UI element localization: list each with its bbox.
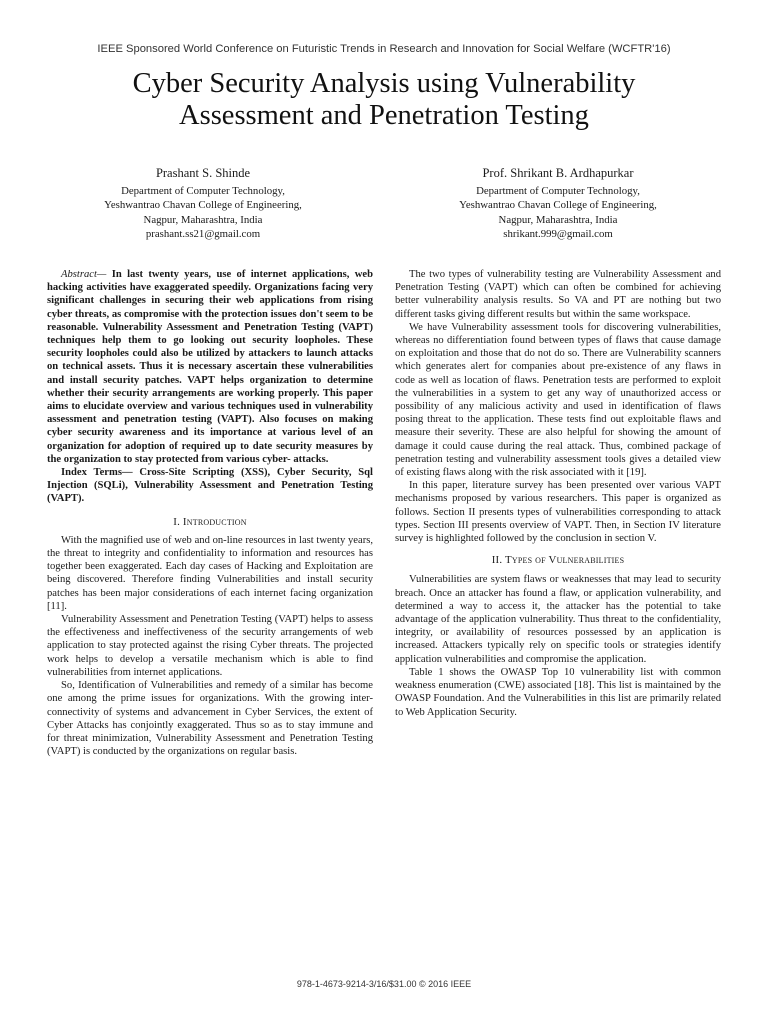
paper-title-line-1: Cyber Security Analysis using Vulnerability xyxy=(132,68,636,99)
abstract-label: Abstract— xyxy=(61,269,107,280)
author-city: Nagpur, Maharashtra, India xyxy=(498,213,618,226)
body-paragraph: In this paper, literature survey has been presented over various VAPT mechanisms proposed by various researchers. This paper is organized as follows. Section II presents types of vulnerabilities corresponding to attack types. Section III presents overview of VAPT. Then, in Section IV literature survey is highlighted followed by the conclusion in section V. xyxy=(395,480,721,545)
paper-title-line-2: Assessment and Penetration Testing xyxy=(179,100,589,131)
body-paragraph: So, Identification of Vulnerabilities and remedy of a similar has become one among the prime issues for organizations. With the growing inter-connectivity of systems and advancement in Cyber Services, the extent of Cyber Attacks has conjointly exaggerated. Thus so as to stay immune and for threat minimization, Vulnerability Assessment and Penetration Testing (VAPT) is conducted by the organizations on regular basis. xyxy=(47,680,373,758)
author-college: Yeshwantrao Chavan College of Engineering, xyxy=(459,199,657,212)
conference-header: IEEE Sponsored World Conference on Futuristic Trends in Research and Innovation for Social Welfare (WCFTR'16) xyxy=(97,43,671,55)
body-paragraph: Vulnerability Assessment and Penetration Testing (VAPT) helps to assess the effectiveness and ineffectiveness of the security arrangements of web application to stay protected against the rising Cyber threats. The projected work helps to develop a versatile mechanism which is able to find vulnerabilities from internet applications. xyxy=(47,614,373,678)
author-department: Department of Computer Technology, xyxy=(121,184,285,197)
author-block-2 xyxy=(408,166,708,242)
section-heading-types-of-vulnerabilities: II. Types of Vulnerabilities xyxy=(491,554,625,567)
author-name: Prashant S. Shinde xyxy=(155,166,251,180)
abstract xyxy=(47,268,373,466)
body-paragraph: The two types of vulnerability testing are Vulnerability Assessment and Penetration Testing (VAPT) which can often be combined for achieving better vulnerability analysis results. So VA and PT are nothing but two different tasks giving different results but within the same workspace. xyxy=(395,269,721,320)
copyright-footer: 978-1-4673-9214-3/16/$31.00 © 2016 IEEE xyxy=(296,979,472,989)
index-terms xyxy=(47,466,373,506)
right-column xyxy=(395,268,721,719)
author-email: shrikant.999@gmail.com xyxy=(503,228,613,241)
body-paragraph: With the magnified use of web and on-line resources in last twenty years, the threat to integrity and confidentiality to information and resources has together been exaggerated. Each day cases of Hacking and Exploitation are being discovered. Therefore finding Vulnerabilities and install security patches has been major considerations of each internet facing organization [11]. xyxy=(47,534,373,612)
body-paragraph: Table 1 shows the OWASP Top 10 vulnerability list with common weakness enumeration (CWE) associated [18]. This list is maintained by the OWASP Foundation. And the Vulnerabilities in this list are primarily related to Web Application Security. xyxy=(395,666,721,718)
abstract-text: In last twenty years, use of internet applications, web hacking activities have exaggerated speedily. Organizations facing very significant challenges in securing their web applications from rising cyber threats, as compromise with the protection issues don't seem to be reasonable. Vulnerability Assessment and Penetration Testing (VAPT) techniques help them to go looking out security loopholes. These security loopholes could also be utilized by attackers to launch attacks on technical assets. Thus it is necessary ascertain these vulnerabilities and install security patches. VAPT helps organization to determine whether their security arrangements are working properly. This paper aims to elucidate overview and various techniques used in vulnerability assessment and penetration testing (VAPT). Also focuses on making cyber security awareness and its importance at various level of an organization for adoption of required up to date security measures by the organization to stay protected from various cyber- attacks. xyxy=(47,269,373,465)
body-paragraph: We have Vulnerability assessment tools for discovering vulnerabilities, whereas no differentiation found between types of flaws that cause damage on exploitation and those that do not do so. There are Vulnerability scanners which generates alert for companies about pre-existence of any flaws in code as well as location of flaws. Penetration tests are performed to exploit the vulnerabilities in a system to get any way of unauthorized access or possibility of any malicious activity and used in identification of flaws posing threat to the application. These tests find out exploitable flaws and measure their severity. These are also helpful for showing the amount of damage it could cause during the real attack. Thus, combined package of penetration testing and vulnerability assessment tools gives a detailed view of existing flaws along with the risk associated with it [19]. xyxy=(395,321,721,479)
left-column xyxy=(47,268,373,758)
body-paragraph: Vulnerabilities are system flaws or weaknesses that may lead to security breach. Once an attacker has found a flaw, or application vulnerability, and determined a way to access it, the attacker has the potential to take advantage of the application vulnerability. Thus threat to the confidentiality, integrity, or availability of resources possessed by an application is increased. Attackers typically rely on specific tools or strategies identify application vulnerabilities and compromise the application. xyxy=(395,574,721,665)
author-college: Yeshwantrao Chavan College of Engineering, xyxy=(104,199,302,212)
paper-title xyxy=(40,68,728,132)
section-heading-introduction: I. Introduction xyxy=(173,515,247,528)
index-terms-text: Cross-Site Scripting (XSS), Cyber Security, Sql Injection (SQLi), Vulnerability Assessment and Penetration Testing (VAPT). xyxy=(47,467,373,505)
author-department: Department of Computer Technology, xyxy=(476,184,640,197)
author-block-1 xyxy=(53,166,353,242)
index-terms-label: Index Terms— xyxy=(61,467,133,479)
author-name: Prof. Shrikant B. Ardhapurkar xyxy=(482,166,634,180)
author-city: Nagpur, Maharashtra, India xyxy=(143,213,263,226)
author-email: prashant.ss21@gmail.com xyxy=(145,228,261,241)
